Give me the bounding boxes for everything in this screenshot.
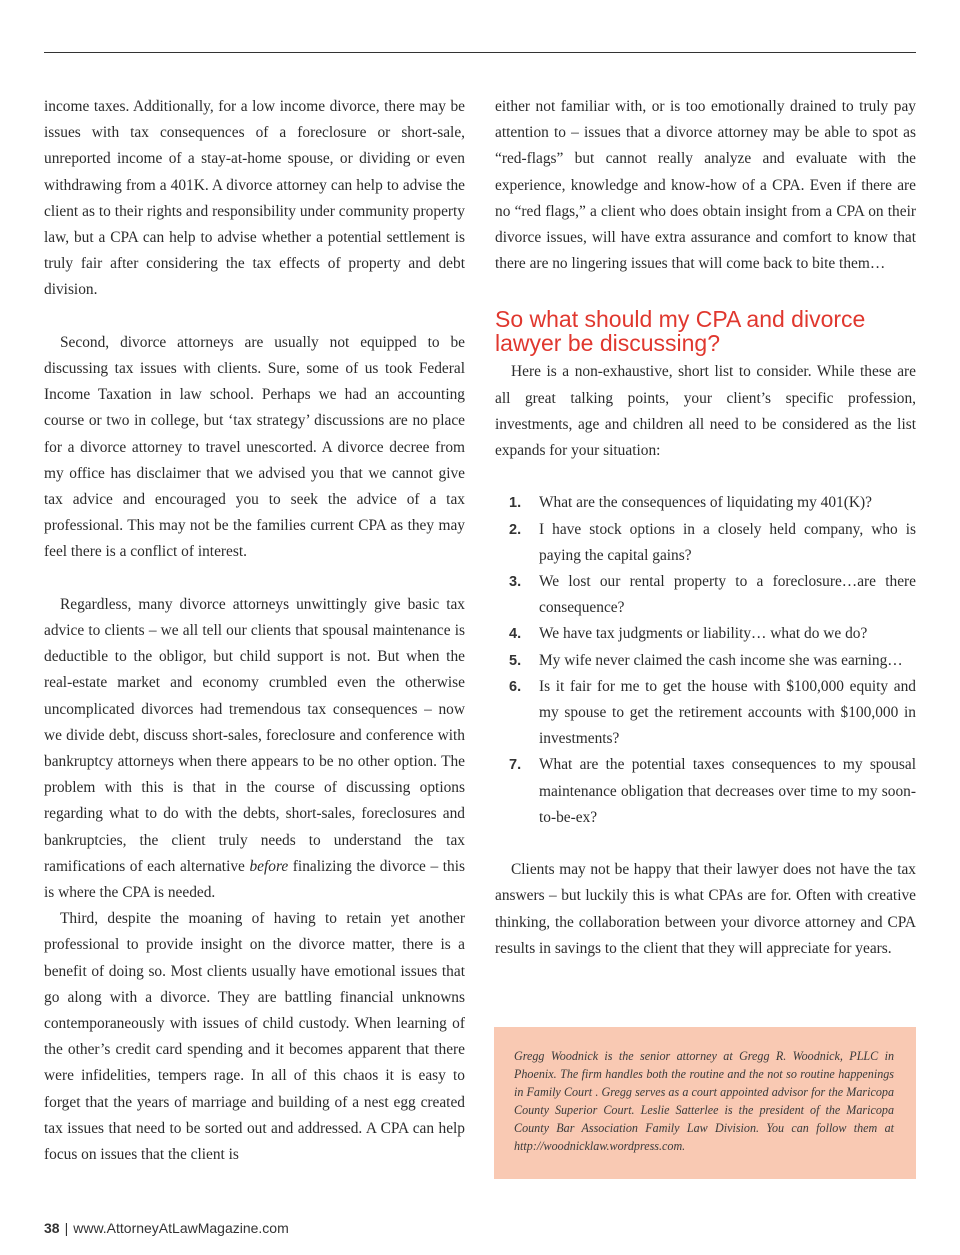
page-number: 38 [44,1220,60,1236]
paragraph-regardless-end: finalizing the divorce – this is where the CPA is needed. [44,857,465,902]
paragraph-third: Third, despite the moaning of having to retain yet another professional to provide insight on the divorce matter, there is a benefit of doing so. Most clients usually have emotional issues that go along with a divorce. They are battling financial unknowns contemporaneously with issues of child custody. When learning of the other’s credit card spending and it becomes apparent that there were infidelities, tempers rage. In all of this chaos it is easy to forget that the years of marriage and building of a nest egg created tax issues that need to be sorted out and addressed. A CPA can help focus on issues that the client is [44,910,465,1164]
list-item-number: 7. [509,757,522,774]
list-item-number: 4. [509,626,522,643]
question-list [495,490,916,831]
list-item-text: We have tax judgments or liability… what do we do? [539,625,868,643]
list-item [495,621,916,647]
right-column [495,94,916,962]
list-item-number: 1. [509,495,522,512]
list-item-text: Is it fair for me to get the house with $100,000 equity and my spouse to get the retirement accounts with $100,000 in investments? [539,677,916,748]
paragraph-regardless-text: Regardless, many divorce attorneys unwittingly give basic tax advice to clients – we all tell our clients that spousal maintenance is deductible to the obligor, but child support is not. But when the real-estate market and economy crumbled even the otherwise uncomplicated divorces had tremendous tax consequences – now we divide debt, discuss short-sales, foreclosure and conference with bankruptcy attorneys when there appears to be no other option. The problem with this is that in the course of discussing options regarding what to do with the debts, short-sales, foreclosures and bankruptcies, the client truly needs to understand the tax ramifications of each alternative [44,595,465,875]
section-heading: So what should my CPA and divorce lawyer be discussing? [495,306,866,357]
list-item [495,752,916,831]
list-item-number: 2. [509,521,522,538]
author-bio-box [494,1027,916,1179]
list-item-text: What are the potential taxes consequences to my spousal maintenance obligation that decreases over time to my soon-to-be-ex? [539,756,916,826]
paragraph-second: Second, divorce attorneys are usually not equipped to be discussing tax issues with clients. Sure, some of us took Federal Income Taxation in law school. Perhaps we had an accounting course or two in college, but ‘tax strategy’ discussions are no place for a divorce attorney to travel unescorted. A divorce decree from my office has disclaimer that we advised you that we cannot give tax advice and encouraged you to seek the advice of a tax professional. This may not be the families current CPA as they may feel there is a conflict of interest. [44,333,465,561]
list-item [495,490,916,516]
list-item-number: 3. [509,574,522,591]
page-footer [44,1220,289,1236]
list-item [495,517,916,569]
footer-website: www.AttorneyAtLawMagazine.com [73,1220,289,1236]
paragraph-intro: Here is a non-exhaustive, short list to consider. While these are all great talking points, your client’s specific profession, investments, age and children all need to be considered as the list expands for your situation: [495,363,916,460]
list-item-text: What are the consequences of liquidating my 401(K)? [539,494,872,512]
paragraph-regardless [44,592,465,906]
left-column [44,94,465,1168]
list-item-text: My wife never claimed the cash income she was earning… [539,651,903,669]
paragraph-closing: Clients may not be happy that their lawyer does not have the tax answers – but luckily this is what CPAs are for. Often with creative thinking, the collaboration between your divorce attorney and CPA results in savings to the client that they will appreciate for years. [495,861,916,957]
list-item-text: We lost our rental property to a foreclosure…are there consequence? [539,573,916,617]
author-bio-text: Gregg Woodnick is the senior attorney at Gregg R. Woodnick, PLLC in Phoenix. The firm handles both the routine and the not so routine happenings in Family Court . Gregg serves as a court appointed advisor for the Maricopa County Superior Court. Leslie Satterlee is the president of the Maricopa County Bar Association Family Law Division. You can follow them at http://woodnicklaw.wordpress.com. [514,1049,894,1153]
top-rule [44,52,916,53]
list-item [495,674,916,753]
paragraph-continued: either not familiar with, or is too emotionally drained to truly pay attention to – issues that a divorce attorney may be able to spot as “red-flags” but cannot really analyze and evaluate with the experience, knowledge and know-how of a CPA. Even if there are no “red flags,” a client who does obtain insight from a CPA on their divorce issues, will have extra assurance and comfort to know that there are no lingering issues that will come back to bite them… [495,98,916,273]
list-item [495,648,916,674]
emphasis-before: before [249,857,289,875]
list-item-number: 6. [509,678,522,695]
paragraph-income-taxes: income taxes. Additionally, for a low income divorce, there may be issues with tax consequences of a foreclosure or short-sale, unreported income of a stay-at-home spouse, or dividing or even withdrawing from a 401K. A divorce attorney can help to advise the client as to their rights and responsibility under community property law, but a CPA can help to advise whether a potential settlement is truly fair after considering the tax effects of property and debt division. [44,98,465,299]
list-item [495,569,916,621]
footer-separator: | [64,1220,69,1236]
list-item-number: 5. [509,652,522,669]
list-item-text: I have stock options in a closely held company, who is paying the capital gains? [539,520,916,564]
